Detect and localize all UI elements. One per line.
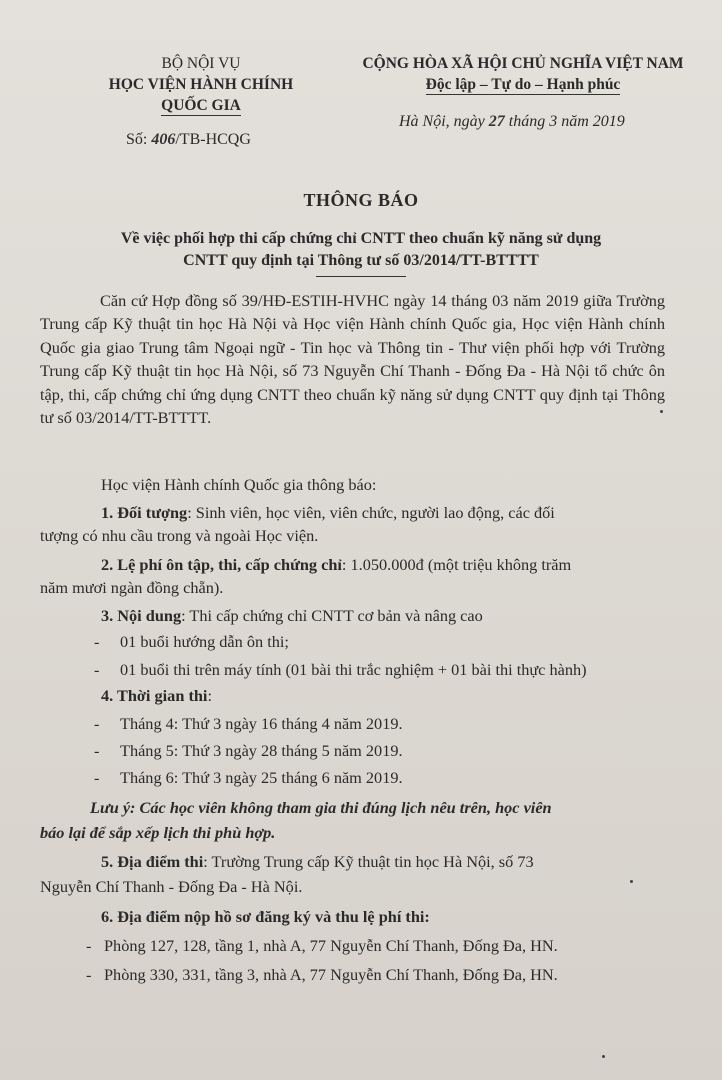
section-4-colon: : [207,686,212,705]
list-item [86,964,558,986]
national-header [342,53,704,95]
list-item-text: Tháng 4: Thứ 3 ngày 16 tháng 4 năm 2019. [120,714,403,733]
list-item [94,713,403,735]
republic-name: CỘNG HÒA XÃ HỘI CHỦ NGHĨA VIỆT NAM [362,55,684,72]
list-item [94,767,403,789]
document-subject [20,228,702,277]
section-3-text: : Thi cấp chứng chỉ CNTT cơ bản và nâng cao [181,606,483,625]
ref-number-handwritten: 406 [151,131,176,148]
bullet-dash: - [94,768,100,787]
section-5-text: : Trường Trung cấp Kỹ thuật tin học Hà Nội, số 73 [203,852,534,871]
announce-line: Học viện Hành chính Quốc gia thông báo: [101,475,377,494]
national-motto: Độc lập – Tự do – Hạnh phúc [425,76,621,93]
section-2-label: 2. Lệ phí ôn tập, thi, cấp chứng chỉ [101,555,342,574]
section-1 [101,502,555,524]
bullet-dash: - [86,936,92,955]
section-4 [101,685,212,707]
bullet-dash: - [94,660,100,679]
ministry-name: BỘ NỘI VỤ [161,55,241,72]
list-item-text: Phòng 127, 128, tầng 1, nhà A, 77 Nguyễn Chí Thanh, Đống Đa, HN. [104,936,558,955]
section-1-label: 1. Đối tượng [101,503,188,522]
note-line-1: Lưu ý: Các học viên không tham gia thi đúng lịch nêu trên, học viên [90,798,552,817]
place-date-prefix: Hà Nội, ngày [399,113,485,130]
section-6-label: 6. Địa điểm nộp hồ sơ đăng ký và thu lệ phí thi: [101,907,430,926]
place-date [399,113,625,131]
intro-paragraph: Căn cứ Hợp đồng số 39/HĐ-ESTIH-HVHC ngày 14 tháng 03 năm 2019 giữa Trường Trung cấp Kỹ thuật tin học Hà Nội và Học viện Hành chính Quốc gia, Học viện Hành chính Quốc gia giao Trung tâm Ngoại ngữ - Tin học và Thông tin - Thư viện phối hợp với Trường Trung cấp Kỹ thuật tin học Hà Nội, số 73 Nguyễn Chí Thanh - Đống Đa - Hà Nội tổ chức ôn tập, thi, cấp chứng chỉ ứng dụng CNTT theo chuẩn kỹ năng sử dụng CNTT quy định tại Thông tư số 03/2014/TT-BTTTT. [40,291,665,428]
section-5-cont: Nguyễn Chí Thanh - Đống Đa - Hà Nội. [40,877,303,896]
list-item-text: 01 buổi hướng dẫn ôn thi; [120,632,289,651]
paper-speck [602,1055,605,1058]
subject-underline [316,276,406,277]
section-3 [101,605,483,627]
section-2-cont: năm mươi ngàn đồng chẵn). [40,578,224,597]
document-title: THÔNG BÁO [303,190,419,210]
section-3-label: 3. Nội dung [101,606,182,625]
ref-prefix: Số: [126,131,148,148]
bullet-dash: - [86,965,92,984]
bullet-dash: - [94,714,100,733]
issuing-agency [92,53,310,116]
paper-speck [630,880,633,883]
place-date-suffix: tháng 3 năm 2019 [508,113,625,130]
list-item [86,935,558,957]
list-item-text: Tháng 6: Thứ 3 ngày 25 tháng 6 năm 2019. [120,768,403,787]
list-item [94,659,587,681]
list-item [94,631,289,653]
note-line-2: báo lại để sắp xếp lịch thi phù hợp. [40,823,276,842]
agency-name-line1: HỌC VIỆN HÀNH CHÍNH [108,76,294,93]
bullet-dash: - [94,741,100,760]
section-4-label: 4. Thời gian thi [101,686,208,705]
list-item-text: Tháng 5: Thứ 3 ngày 28 tháng 5 năm 2019. [120,741,403,760]
agency-name-line2: QUỐC GIA [161,97,241,114]
list-item-text: 01 buổi thi trên máy tính (01 bài thi trắc nghiệm + 01 bài thi thực hành) [120,660,587,679]
subject-line-2: CNTT quy định tại Thông tư số 03/2014/TT-BTTTT [183,252,539,269]
section-1-cont: tượng có nhu cầu trong và ngoài Học viện. [40,526,319,545]
list-item [94,740,403,762]
section-2-text: : 1.050.000đ (một triệu không trăm [341,555,572,574]
section-5 [101,851,534,873]
bullet-dash: - [94,632,100,651]
reference-number [126,131,251,149]
section-1-text: : Sinh viên, học viên, viên chức, người lao động, các đối [187,503,555,522]
paper-speck [660,410,663,413]
subject-line-1: Về việc phối hợp thi cấp chứng chỉ CNTT theo chuẩn kỹ năng sử dụng [120,230,602,247]
section-2 [101,554,571,576]
day-handwritten: 27 [488,113,505,130]
ref-suffix: /TB-HCQG [175,131,251,148]
list-item-text: Phòng 330, 331, tầng 3, nhà A, 77 Nguyễn Chí Thanh, Đống Đa, HN. [104,965,558,984]
section-5-label: 5. Địa điểm thi [101,852,204,871]
